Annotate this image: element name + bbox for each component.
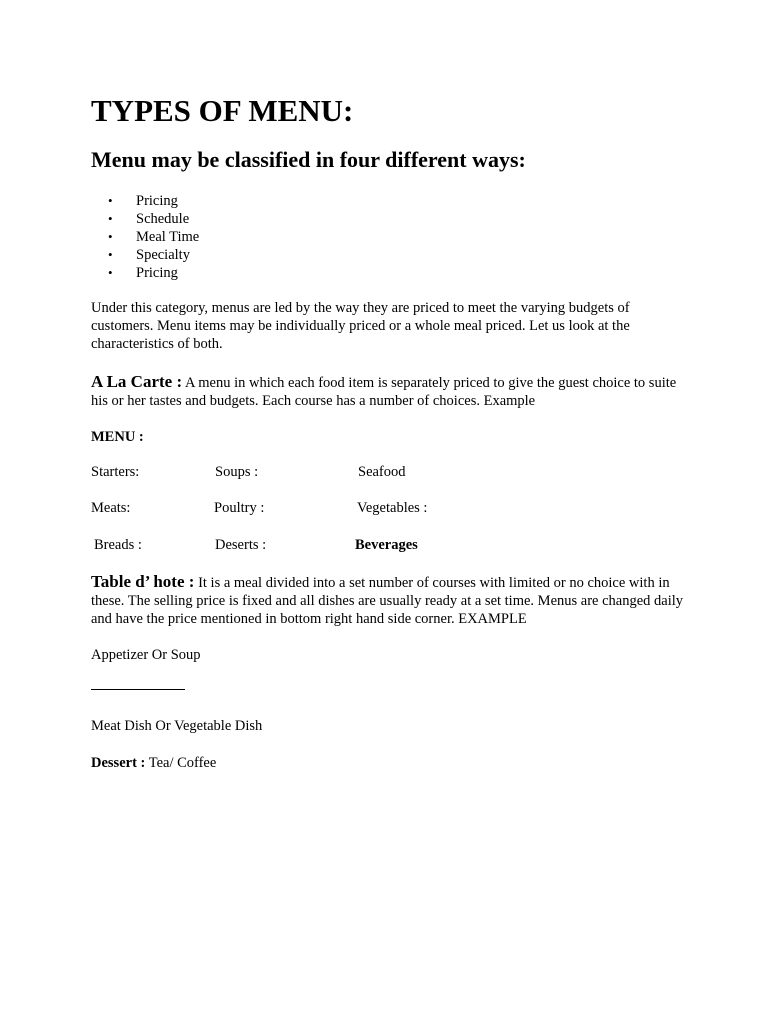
a-la-carte-paragraph bbox=[91, 373, 691, 410]
dessert-label: Dessert : bbox=[91, 755, 146, 771]
page-subtitle: Menu may be classified in four different ways: bbox=[91, 147, 526, 172]
list-item: • Specialty bbox=[108, 246, 199, 264]
menu-cell: Deserts : bbox=[215, 537, 267, 553]
page-title: TYPES OF MENU: bbox=[91, 93, 354, 128]
menu-cell: Soups : bbox=[215, 464, 259, 480]
dessert-text: Tea/ Coffee bbox=[145, 755, 217, 771]
list-item: • Schedule bbox=[108, 210, 199, 228]
list-item: • Pricing bbox=[108, 264, 199, 282]
menu-cell: Beverages bbox=[355, 537, 418, 553]
menu-cell: Starters: bbox=[91, 464, 140, 480]
example-course-1: Appetizer Or Soup bbox=[91, 647, 201, 663]
a-la-carte-label: A La Carte : bbox=[91, 372, 183, 391]
example-course-2: Meat Dish Or Vegetable Dish bbox=[91, 718, 263, 734]
divider-line bbox=[91, 689, 185, 690]
menu-cell: Breads : bbox=[94, 537, 142, 553]
intro-paragraph: Under this category, menus are led by the way they are priced to meet the varying budgets of customers. Menu items may be individually priced or a whole meal priced. Let us look at the characteristics of both. bbox=[91, 300, 630, 352]
a-la-carte-text: A menu in which each food item is separately priced to give the guest choice to suite his or her tastes and budgets. Each course has a number of choices. Example bbox=[91, 375, 677, 409]
list-item: • Meal Time bbox=[108, 228, 199, 246]
list-item: • Pricing bbox=[108, 192, 199, 210]
dessert-line bbox=[91, 754, 216, 772]
menu-cell: Poultry : bbox=[214, 500, 265, 516]
menu-cell: Vegetables : bbox=[357, 500, 428, 516]
table-d-hote-text: It is a meal divided into a set number of courses with limited or no choice with in these. The selling price is fixed and all dishes are usually ready at a set time. Menus are changed daily and have the price mentioned in bottom right hand side corner. EXAMPLE bbox=[91, 575, 684, 627]
menu-label: MENU : bbox=[91, 429, 144, 445]
table-d-hote-label: Table d’ hote : bbox=[91, 572, 195, 591]
table-d-hote-paragraph bbox=[91, 573, 691, 628]
menu-cell: Meats: bbox=[91, 500, 131, 516]
classification-list bbox=[108, 192, 199, 282]
menu-cell: Seafood bbox=[358, 464, 406, 480]
